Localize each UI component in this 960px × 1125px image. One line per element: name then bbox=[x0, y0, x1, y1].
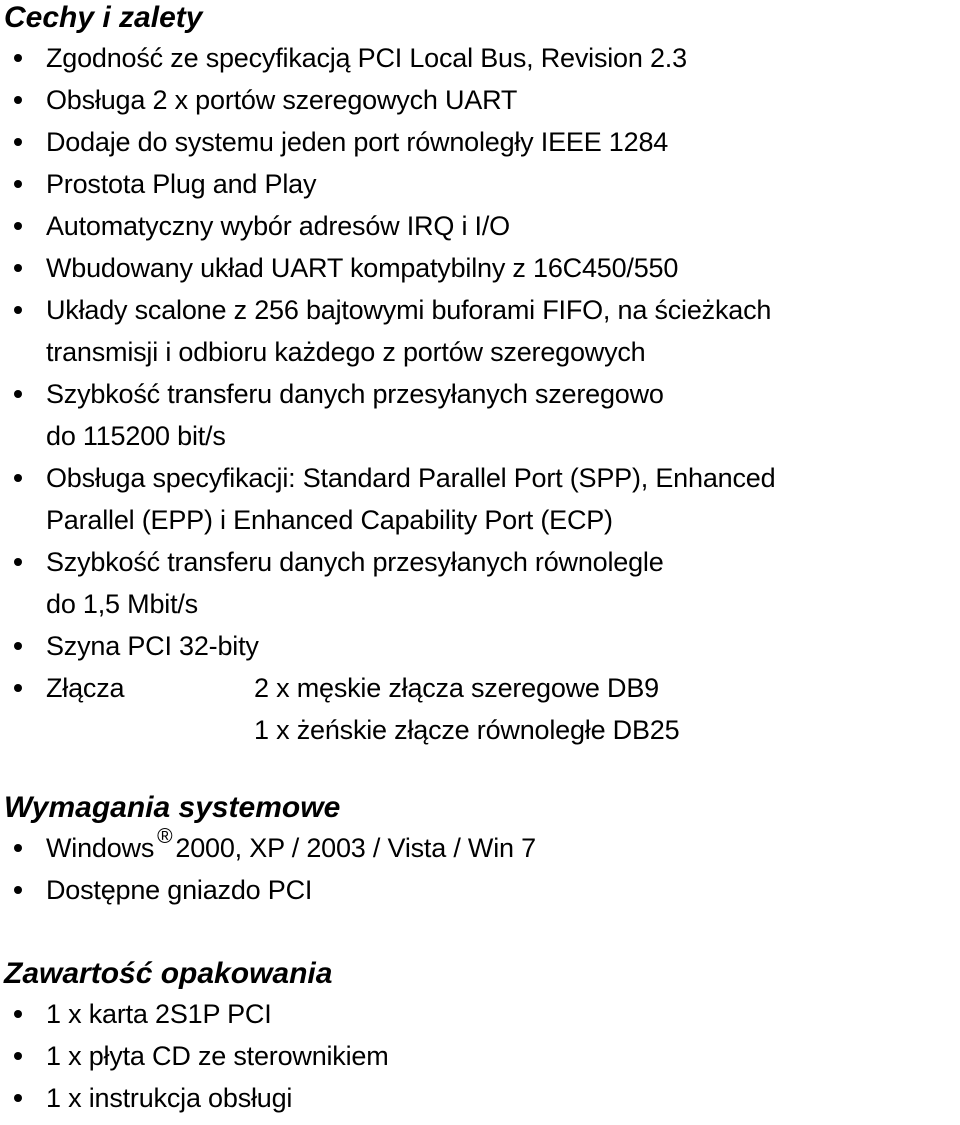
list-item-text: 1 x instrukcja obsługi bbox=[46, 1083, 293, 1113]
connector-value: 1 x żeńskie złącze równoległe DB25 bbox=[254, 715, 680, 745]
list-item bbox=[4, 625, 954, 667]
os-versions: 2000, XP / 2003 / Vista / Win 7 bbox=[175, 833, 536, 863]
requirements-section bbox=[4, 790, 954, 911]
list-item-text: Prostota Plug and Play bbox=[46, 169, 317, 199]
bullet-icon bbox=[14, 684, 22, 692]
list-item bbox=[4, 1035, 954, 1077]
list-item-text: Zgodność ze specyfikacją PCI Local Bus, Revision 2.3 bbox=[46, 43, 687, 73]
requirements-list bbox=[4, 827, 954, 911]
connectors-row bbox=[46, 667, 954, 751]
list-item-os bbox=[4, 827, 954, 869]
bullet-icon bbox=[14, 96, 22, 104]
package-heading: Zawartość opakowania bbox=[4, 957, 333, 990]
package-list bbox=[4, 993, 954, 1119]
bullet-icon bbox=[14, 180, 22, 188]
list-item-text: Dostępne gniazdo PCI bbox=[46, 875, 313, 905]
list-item bbox=[4, 37, 954, 79]
bullet-icon bbox=[14, 1052, 22, 1060]
list-item bbox=[4, 869, 954, 911]
list-item bbox=[4, 993, 954, 1035]
package-section bbox=[4, 956, 954, 1119]
connectors-values bbox=[254, 667, 679, 751]
os-requirement bbox=[46, 827, 954, 869]
bullet-icon bbox=[14, 844, 22, 852]
connectors-item bbox=[4, 667, 954, 751]
list-item-text-continued: do 115200 bit/s bbox=[46, 421, 226, 451]
list-item bbox=[4, 289, 954, 373]
list-item-text: 1 x płyta CD ze sterownikiem bbox=[46, 1041, 389, 1071]
list-item-text-continued: do 1,5 Mbit/s bbox=[46, 589, 198, 619]
list-item-text: Dodaje do systemu jeden port równoległy IEEE 1284 bbox=[46, 127, 669, 157]
list-item bbox=[4, 205, 954, 247]
bullet-icon bbox=[14, 642, 22, 650]
os-name: Windows bbox=[46, 833, 155, 863]
list-item-text: Szyna PCI 32-bity bbox=[46, 631, 259, 661]
bullet-icon bbox=[14, 54, 22, 62]
connectors-label: Złącza bbox=[46, 673, 125, 703]
features-section bbox=[4, 0, 954, 751]
list-item-text-continued: Parallel (EPP) i Enhanced Capability Port (ECP) bbox=[46, 505, 613, 535]
bullet-icon bbox=[14, 1094, 22, 1102]
list-item-text: Wbudowany układ UART kompatybilny z 16C450/550 bbox=[46, 253, 679, 283]
features-heading: Cechy i zalety bbox=[4, 1, 203, 34]
list-item bbox=[4, 457, 954, 541]
bullet-icon bbox=[14, 886, 22, 894]
list-item bbox=[4, 247, 954, 289]
list-item bbox=[4, 373, 954, 457]
connector-value: 2 x męskie złącza szeregowe DB9 bbox=[254, 673, 659, 703]
list-item-text-continued: transmisji i odbioru każdego z portów szeregowych bbox=[46, 337, 646, 367]
bullet-icon bbox=[14, 390, 22, 398]
bullet-icon bbox=[14, 264, 22, 272]
requirements-heading: Wymagania systemowe bbox=[4, 791, 341, 824]
list-item-text: Obsługa 2 x portów szeregowych UART bbox=[46, 85, 518, 115]
bullet-icon bbox=[14, 1010, 22, 1018]
list-item bbox=[4, 121, 954, 163]
list-item-text: 1 x karta 2S1P PCI bbox=[46, 999, 272, 1029]
list-item bbox=[4, 163, 954, 205]
list-item-text: Obsługa specyfikacji: Standard Parallel Port (SPP), Enhanced bbox=[46, 463, 776, 493]
bullet-icon bbox=[14, 558, 22, 566]
list-item-text: Szybkość transferu danych przesyłanych równolegle bbox=[46, 547, 664, 577]
list-item-text: Automatyczny wybór adresów IRQ i I/O bbox=[46, 211, 510, 241]
bullet-icon bbox=[14, 306, 22, 314]
features-list bbox=[4, 37, 954, 751]
registered-mark: ® bbox=[157, 825, 173, 848]
list-item bbox=[4, 79, 954, 121]
bullet-icon bbox=[14, 138, 22, 146]
list-item bbox=[4, 1077, 954, 1119]
list-item bbox=[4, 541, 954, 625]
bullet-icon bbox=[14, 222, 22, 230]
list-item-text: Szybkość transferu danych przesyłanych szeregowo bbox=[46, 379, 664, 409]
list-item-text: Układy scalone z 256 bajtowymi buforami FIFO, na ścieżkach bbox=[46, 295, 772, 325]
bullet-icon bbox=[14, 474, 22, 482]
